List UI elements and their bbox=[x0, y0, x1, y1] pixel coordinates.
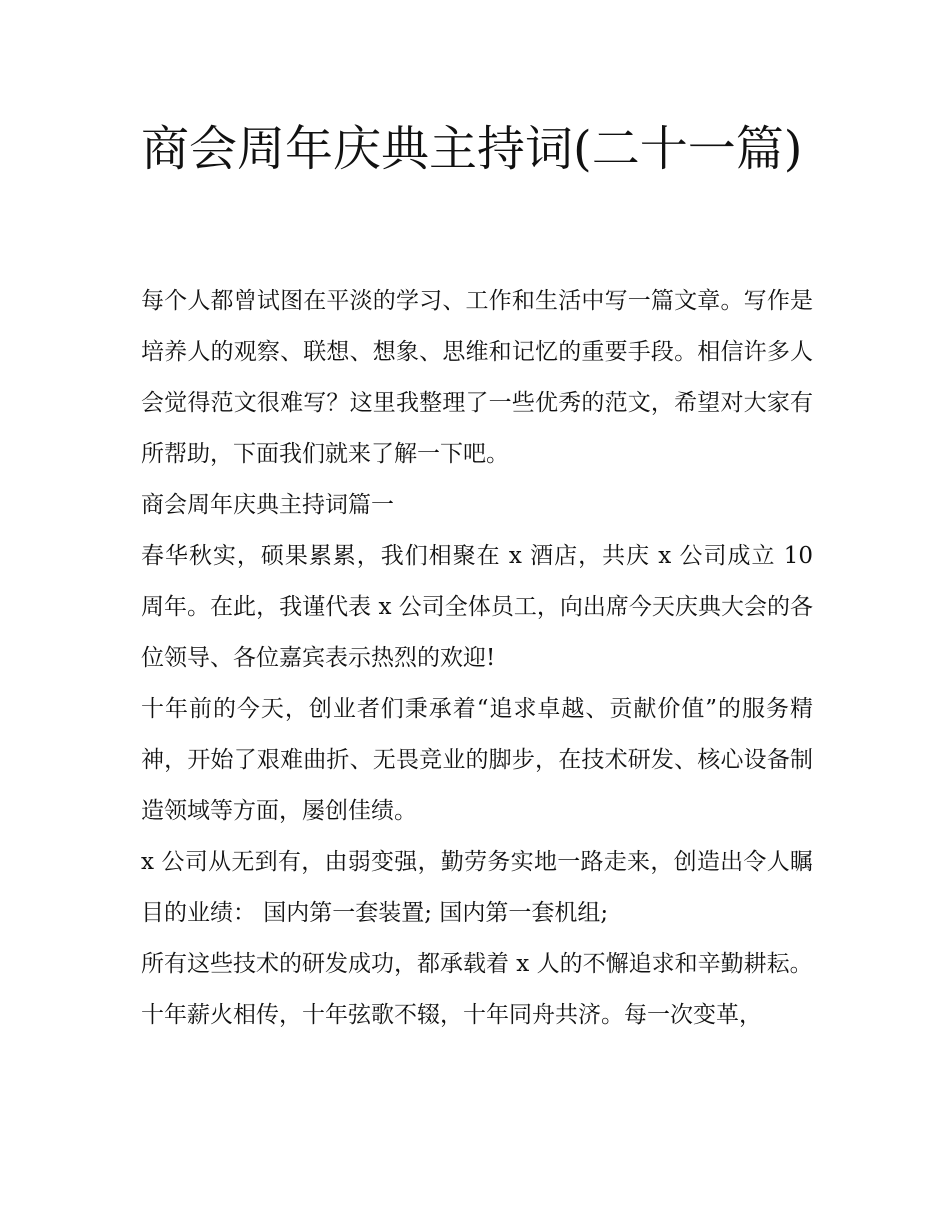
body-paragraph: 十年前的今天，创业者们秉承着“追求卓越、贡献价值”的服务精神，开始了艰难曲折、无畏竞业的脚步，在技术研发、核心设备制造领域等方面，屡创佳绩。 bbox=[141, 696, 813, 824]
body-paragraph: 十年薪火相传，十年弦歌不辍，十年同舟共济。每一次变革， bbox=[141, 1002, 762, 1028]
body-paragraph: x 公司从无到有，由弱变强，勤劳务实地一路走来，创造出令人瞩目的业绩： 国内第一套装置; 国内第一套机组; bbox=[141, 849, 813, 926]
intro-paragraph: 每个人都曾试图在平淡的学习、工作和生活中写一篇文章。写作是培养人的观察、联想、想象、思维和记忆的重要手段。相信许多人会觉得范文很难写？这里我整理了一些优秀的范文，希望对大家有所帮助，下面我们就来了解一下吧。 bbox=[141, 288, 813, 467]
document-body bbox=[141, 276, 813, 1041]
body-paragraph: 春华秋实，硕果累累，我们相聚在 x 酒店，共庆 x 公司成立 10 周年。在此，我谨代表 x 公司全体员工，向出席今天庆典大会的各位领导、各位嘉宾表示热烈的欢迎! bbox=[141, 543, 813, 671]
body-paragraph: 所有这些技术的研发成功，都承载着 x 人的不懈追求和辛勤耕耘。 bbox=[141, 951, 813, 977]
section-heading: 商会周年庆典主持词篇一 bbox=[141, 492, 394, 518]
document-title: 商会周年庆典主持词(二十一篇) bbox=[141, 121, 803, 177]
